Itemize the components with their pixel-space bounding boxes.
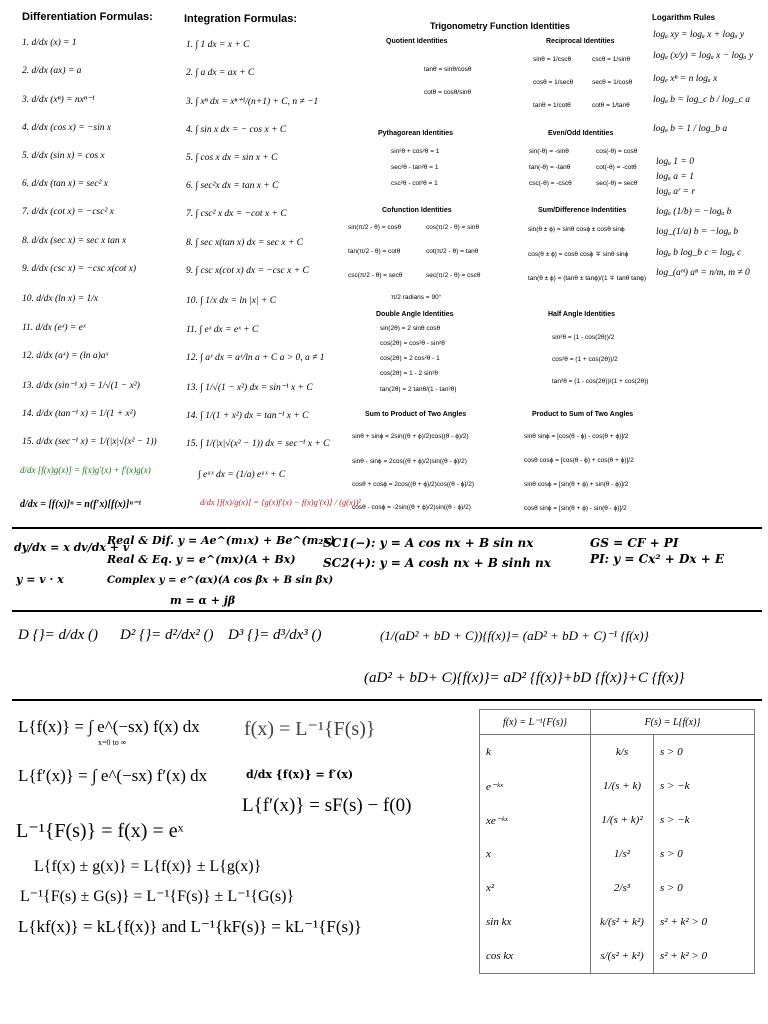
m-definition: m = α + jβ bbox=[170, 594, 236, 607]
fx-cell: sin kx bbox=[480, 905, 591, 939]
trig-identity: cosθ + cosϕ = 2cos((θ + ϕ)/2)cos((θ - ϕ)/2) bbox=[352, 481, 474, 488]
column-header: f(x) = L⁻¹{F(s)} bbox=[480, 710, 591, 735]
fs-cell: 1/(s + k)² bbox=[591, 803, 654, 837]
fx-cell: x² bbox=[480, 871, 591, 905]
int-formula: 9. ∫ csc x(cot x) dx = −csc x + C bbox=[186, 266, 309, 276]
diff-formula: 14. d/dx (tan⁻¹ x) = 1/(1 + x²) bbox=[22, 409, 136, 419]
half-angle-header: Half Angle Identities bbox=[548, 311, 616, 318]
fs-cell: 1/s² bbox=[591, 837, 654, 871]
sc1-solution: SC1(−): y = A cos nx + B sin nx bbox=[323, 536, 534, 550]
int-formula: 1. ∫ 1 dx = x + C bbox=[186, 40, 250, 50]
laplace-definition: L{f(x)} = ∫ e^(−sx) f(x) dx bbox=[18, 717, 200, 736]
d3-operator: D³ {}= d³/dx³ () bbox=[228, 627, 322, 643]
trig-identity: cotθ = cosθ/sinθ bbox=[424, 89, 472, 96]
pythagorean-identities-header: Pythagorean Identities bbox=[378, 130, 454, 137]
product-rule: d/dx [f(x)g(x)] = f(x)g′(x) + f′(x)g(x) bbox=[20, 465, 151, 475]
trig-identity: sec(π/2 - θ) = cscθ bbox=[426, 272, 481, 279]
int-formula: 14. ∫ 1/(1 + x²) dx = tan⁻¹ x + C bbox=[186, 411, 309, 421]
table-row bbox=[480, 735, 755, 770]
diff-formula: 7. d/dx (cot x) = −csc² x bbox=[22, 207, 114, 217]
trig-identity: cos(2θ) = 2 cos²θ - 1 bbox=[380, 355, 440, 362]
trig-identity: cosθ - cosϕ = -2sin((θ + ϕ)/2)sin((θ - ϕ)/2) bbox=[352, 504, 471, 511]
exp-integral: ∫ eᵃˣ dx = (1/a) eᵃˣ + C bbox=[198, 470, 286, 480]
homogeneous-sub: dy/dx = x dv/dx + v bbox=[14, 541, 130, 554]
int-formula: 3. ∫ xⁿ dx = xⁿ⁺¹/(n+1) + C, n ≠ −1 bbox=[186, 97, 319, 107]
trig-identity: tanθ = 1/cotθ bbox=[533, 102, 571, 109]
condition-cell: s² + k² > 0 bbox=[654, 905, 755, 939]
trig-identity: sin(π/2 - θ) = cosθ bbox=[348, 224, 402, 231]
int-formula: 5. ∫ cos x dx = sin x + C bbox=[186, 153, 278, 163]
fs-cell: s/(s² + k²) bbox=[591, 939, 654, 974]
diff-formula: 2. d/dx (ax) = a bbox=[22, 66, 82, 76]
trig-identity: cot(-θ) = -cotθ bbox=[596, 164, 637, 171]
divider bbox=[12, 610, 762, 612]
diff-formula: 13. d/dx (sin⁻¹ x) = 1/√(1 − x²) bbox=[22, 381, 140, 391]
trig-identity: sin(-θ) = -sinθ bbox=[529, 148, 569, 155]
product-to-sum-header: Product to Sum of Two Angles bbox=[532, 411, 634, 418]
diff-formula: 4. d/dx (cos x) = −sin x bbox=[22, 123, 112, 133]
log-rule: logₐ a = 1 bbox=[656, 172, 694, 182]
fx-cell: k bbox=[480, 735, 591, 770]
cofunction-identities-header: Cofunction Identities bbox=[382, 207, 452, 214]
radians-note: π/2 radians = 90° bbox=[391, 294, 442, 301]
d2-operator: D² {}= d²/dx² () bbox=[120, 627, 214, 643]
fx-cell: xe⁻ᵏˣ bbox=[480, 803, 591, 837]
trig-identity: sin(θ ± ϕ) = sinθ cosϕ ± cosθ sinϕ bbox=[528, 226, 625, 233]
real-equal-roots: Real & Eq. y = e^(mx)(A + Bx) bbox=[107, 553, 296, 566]
diff-formula: 9. d/dx (csc x) = −csc x(cot x) bbox=[22, 264, 137, 274]
log-rule: log_(1/a) b = −logₐ b bbox=[656, 227, 739, 237]
even-odd-identities-header: Even/Odd Identities bbox=[548, 130, 614, 137]
quotient-rule: d/dx [f(x)/g(x)] = [g(x)f′(x) − f(x)g′(x)] / (g(x))² bbox=[200, 497, 361, 507]
reciprocal-identities-header: Reciprocal Identities bbox=[546, 38, 615, 45]
trig-identity: csc²θ - cot²θ = 1 bbox=[391, 180, 438, 187]
diff-formula: 6. d/dx (tan x) = sec² x bbox=[22, 179, 109, 189]
trig-identity: sinθ cosϕ = [sin(θ + ϕ) + sin(θ - ϕ)]/2 bbox=[524, 481, 629, 488]
differentiation-header: Differentiation Formulas: bbox=[22, 11, 153, 23]
diff-formula: 11. d/dx (eˣ) = eˣ bbox=[22, 323, 86, 333]
sum-to-product-header: Sum to Product of Two Angles bbox=[365, 411, 467, 418]
diff-formula: 5. d/dx (sin x) = cos x bbox=[22, 151, 105, 161]
log-rule: logₐ (1/b) = −logₐ b bbox=[656, 207, 732, 217]
log-rule: logₐ xⁿ = n logₐ x bbox=[653, 74, 718, 84]
fs-cell: 1/(s + k) bbox=[591, 769, 654, 803]
column-header: F(s) = L{f(x)} bbox=[591, 710, 755, 735]
log-rule: logₐ (x/y) = logₐ x − logₐ y bbox=[653, 51, 754, 61]
complex-roots: Complex y = e^(αx)(A cos βx + B sin βx) bbox=[107, 575, 334, 586]
int-formula: 12. ∫ aˣ dx = aˣ/ln a + C a > 0, a ≠ 1 bbox=[186, 353, 325, 363]
condition-cell: s > 0 bbox=[654, 871, 755, 905]
log-rule: logₐ xy = logₐ x + logₐ y bbox=[653, 30, 745, 40]
table-row bbox=[480, 871, 755, 905]
table-row bbox=[480, 803, 755, 837]
linearity-rule-1: L{f(x) ± g(x)} = L{f(x)} ± L{g(x)} bbox=[34, 858, 262, 875]
int-formula: 13. ∫ 1/√(1 − x²) dx = sin⁻¹ x + C bbox=[186, 383, 313, 393]
table-row bbox=[480, 837, 755, 871]
general-solution: GS = CF + PI bbox=[590, 536, 679, 550]
table-row bbox=[480, 769, 755, 803]
integration-header: Integration Formulas: bbox=[184, 13, 298, 25]
int-formula: 2. ∫ a dx = ax + C bbox=[186, 68, 255, 78]
sc2-solution: SC2(+): y = A cosh nx + B sinh nx bbox=[323, 556, 551, 570]
inverse-exp-example: L⁻¹{F(s)} = f(x) = eˣ bbox=[16, 820, 184, 842]
trig-identity: secθ = 1/cosθ bbox=[592, 79, 633, 86]
int-formula: 11. ∫ eˣ dx = eˣ + C bbox=[186, 325, 259, 335]
double-angle-header: Double Angle Identities bbox=[376, 311, 454, 318]
laplace-derivative-rule: L{f′(x)} = sF(s) − f(0) bbox=[242, 795, 412, 816]
d-operator: D {}= d/dx () bbox=[18, 627, 99, 643]
trig-identity: cos(θ ± ϕ) = cosθ cosϕ ∓ sinθ sinϕ bbox=[528, 251, 629, 258]
diff-formula: 3. d/dx (xⁿ) = nxⁿ⁻¹ bbox=[22, 95, 95, 105]
condition-cell: s > −k bbox=[654, 769, 755, 803]
trig-identity: tan(-θ) = -tanθ bbox=[529, 164, 571, 171]
trig-identity: csc(π/2 - θ) = secθ bbox=[348, 272, 403, 279]
divider bbox=[12, 699, 762, 701]
int-formula: 10. ∫ 1/x dx = ln |x| + C bbox=[186, 296, 277, 306]
diff-formula: 12. d/dx (aˣ) = (ln a)aˣ bbox=[22, 351, 109, 361]
trig-identity: cos²θ = (1 + cos(2θ))/2 bbox=[552, 356, 618, 363]
condition-cell: s > 0 bbox=[654, 837, 755, 871]
diff-formula: 15. d/dx (sec⁻¹ x) = 1/(|x|√(x² − 1)) bbox=[22, 437, 157, 447]
log-rule: logₐ b = 1 / log_b a bbox=[653, 124, 728, 134]
fx-cell: x bbox=[480, 837, 591, 871]
diff-formula: 8. d/dx (sec x) = sec x tan x bbox=[22, 236, 127, 246]
laplace-derivative-definition: L{f′(x)} = ∫ e^(−sx) f′(x) dx bbox=[18, 766, 208, 785]
log-rule: logₐ b log_b c = logₐ c bbox=[656, 248, 742, 258]
trig-identity: tan²θ = (1 - cos(2θ))/(1 + cos(2θ)) bbox=[552, 378, 649, 385]
trig-identity: csc(-θ) = -cscθ bbox=[529, 180, 572, 187]
trig-identity: sinθ - sinϕ = 2cos((θ + ϕ)/2)sin((θ - ϕ)/2) bbox=[352, 458, 467, 465]
log-rule: log_(aᵐ) aⁿ = n/m, m ≠ 0 bbox=[656, 268, 750, 278]
int-formula: 7. ∫ csc² x dx = −cot x + C bbox=[186, 209, 287, 219]
trig-identity: sin²θ + cos²θ = 1 bbox=[391, 148, 440, 155]
trig-identity: sin²θ = (1 - cos(2θ))/2 bbox=[552, 334, 615, 341]
trig-identity: sinθ + sinϕ = 2sin((θ + ϕ)/2)cos((θ - ϕ)/2) bbox=[352, 433, 469, 440]
trig-identity: tanθ = sinθ/cosθ bbox=[424, 66, 472, 73]
int-formula: 4. ∫ sin x dx = − cos x + C bbox=[186, 125, 287, 135]
log-rule: logₐ b = log_c b / log_c a bbox=[653, 95, 751, 105]
trig-identity: cot(π/2 - θ) = tanθ bbox=[426, 248, 479, 255]
diff-formula: 1. d/dx (x) = 1 bbox=[22, 38, 77, 48]
log-header: Logarithm Rules bbox=[652, 13, 716, 22]
divider bbox=[12, 527, 762, 529]
table-row bbox=[480, 905, 755, 939]
ddx-note: d/dx {f(x)} = f′(x) bbox=[246, 768, 354, 781]
int-formula: 8. ∫ sec x(tan x) dx = sec x + C bbox=[186, 238, 303, 248]
trig-identity: cosθ cosϕ = [cos(θ - ϕ) + cos(θ + ϕ)]/2 bbox=[524, 457, 634, 464]
trig-identity: cosθ sinϕ = [sin(θ + ϕ) - sin(θ - ϕ)]/2 bbox=[524, 505, 627, 512]
int-formula: 15. ∫ 1/(|x|√(x² − 1)) dx = sec⁻¹ x + C bbox=[186, 439, 330, 449]
condition-cell: s > 0 bbox=[654, 735, 755, 770]
operator-expansion: (aD² + bD+ C){f(x)}= aD² {f(x)}+bD {f(x)}+C {f(x)} bbox=[364, 670, 685, 686]
sum-difference-header: Sum/Difference Indentities bbox=[538, 207, 627, 214]
scaling-rule: L{kf(x)} = kL{f(x)} and L⁻¹{kF(s)} = kL⁻¹{F(s)} bbox=[18, 917, 362, 936]
trig-identity: cosθ = 1/secθ bbox=[533, 79, 574, 86]
particular-integral: PI: y = Cx² + Dx + E bbox=[590, 552, 725, 566]
fs-cell: k/(s² + k²) bbox=[591, 905, 654, 939]
quotient-identities-header: Quotient Identities bbox=[386, 38, 448, 45]
inverse-laplace-title: f(x) = L⁻¹{F(s)} bbox=[244, 718, 376, 740]
trig-identity: sec(-θ) = secθ bbox=[596, 180, 638, 187]
trig-identity: tan(2θ) = 2 tanθ/(1 - tan²θ) bbox=[380, 386, 457, 393]
trig-identity: cotθ = 1/tanθ bbox=[592, 102, 630, 109]
trig-identity: sec²θ - tan²θ = 1 bbox=[391, 164, 439, 171]
fs-cell: 2/s³ bbox=[591, 871, 654, 905]
trig-identity: cos(π/2 - θ) = sinθ bbox=[426, 224, 480, 231]
trig-identity: tan(π/2 - θ) = cotθ bbox=[348, 248, 401, 255]
chain-rule: d/dx = [f(x)]ⁿ = n(f′x)[f(x)]ⁿ⁻¹ bbox=[20, 499, 142, 510]
trig-identity: sinθ sinϕ = [cos(θ - ϕ) - cos(θ + ϕ)]/2 bbox=[524, 433, 629, 440]
table-header-row bbox=[480, 710, 755, 735]
trig-header: Trigonometry Function Identities bbox=[430, 21, 571, 31]
fx-cell: e⁻ᵏˣ bbox=[480, 769, 591, 803]
diff-formula: 10. d/dx (ln x) = 1/x bbox=[22, 294, 99, 304]
trig-identity: sin(2θ) = 2 sinθ cosθ bbox=[380, 325, 441, 332]
linearity-rule-2: L⁻¹{F(s) ± G(s)} = L⁻¹{F(s)} ± L⁻¹{G(s)} bbox=[20, 888, 295, 905]
log-rule: logₐ 1 = 0 bbox=[656, 157, 694, 167]
integral-limits: x=0 to ∞ bbox=[98, 738, 127, 747]
table-row bbox=[480, 939, 755, 974]
inverse-operator: (1/(aD² + bD + C)){f(x)}= (aD² + bD + C)⁻¹ {f(x)} bbox=[380, 628, 649, 643]
trig-identity: cos(-θ) = cosθ bbox=[596, 148, 638, 155]
condition-cell: s > −k bbox=[654, 803, 755, 837]
trig-identity: cos(2θ) = cos²θ - sin²θ bbox=[380, 340, 445, 347]
fx-cell: cos kx bbox=[480, 939, 591, 974]
fs-cell: k/s bbox=[591, 735, 654, 770]
log-rule: logₐ aʳ = r bbox=[656, 187, 696, 197]
real-different-roots: Real & Dif. y = Ae^(m₁x) + Be^(m₂x) bbox=[107, 534, 336, 547]
trig-identity: sinθ = 1/cscθ bbox=[533, 56, 572, 63]
trig-identity: cos(2θ) = 1 - 2 sin²θ bbox=[380, 370, 438, 377]
laplace-table bbox=[479, 709, 755, 974]
int-formula: 6. ∫ sec²x dx = tan x + C bbox=[186, 181, 279, 191]
condition-cell: s² + k² > 0 bbox=[654, 939, 755, 974]
v-substitution: y = v · x bbox=[16, 573, 64, 586]
trig-identity: tan(θ ± ϕ) = (tanθ ± tanϕ)/(1 ∓ tanθ tanϕ) bbox=[528, 275, 646, 282]
trig-identity: cscθ = 1/sinθ bbox=[592, 56, 631, 63]
